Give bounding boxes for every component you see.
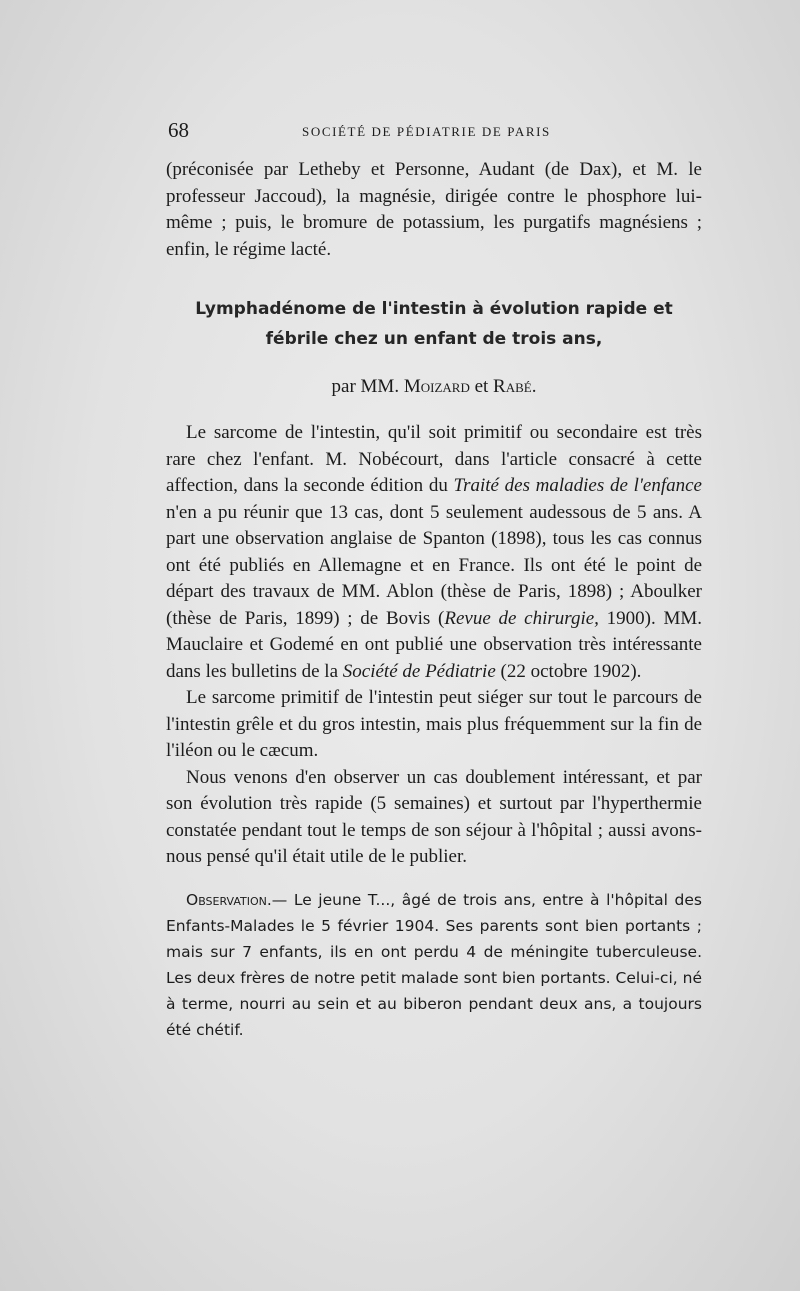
page-body [166,157,702,1043]
article-authors [166,374,702,400]
body-paragraph: Nous venons d'en observer un cas doublement intéressant, et par son évolution très rapide (5 semaines) et surtout par l'hyperthermie constatée pendant tout le temps de son séjour à l'hôpital ; aussi avons-nous pensé qu'il était utile de le publier. [166,766,702,867]
body-paragraph [166,420,702,685]
intro-paragraph: (préconisée par Letheby et Personne, Audant (de Dax), et M. le professeur Jaccoud), la magnésie, dirigée contre le phosphore lui-même ; puis, le bromure de potassium, les purgatifs magnésiens ; enfin, le régime lacté. [166,159,702,260]
text-run: (22 octobre 1902). [495,660,642,682]
citation-title: Société de Pédiatrie [342,660,496,682]
citation-title: Revue de chirurgie, [444,607,599,629]
text-run: 1900). MM. Mauclaire et Godemé en ont publié une observation très intéressante dans les bulletins de la [166,607,702,682]
text-run: n'en a pu réunir que 13 cas, dont 5 seulement audessous de 5 ans. A part une observation anglaise de Spanton (1898), tous les cas connus ont été publiés en Allemagne et en France. Ils ont été le point de départ des travaux de MM. Ablon (thèse de Paris, 1898) ; Aboulker (thèse de Paris, 1899) ; de Bovis ( [166,501,702,629]
body-paragraph: Le sarcome primitif de l'intestin peut siéger sur tout le parcours de l'intestin grêle et du gros intestin, mais plus fréquemment sur la fin de l'iléon ou le cæcum. [166,687,702,761]
page-header [168,118,704,148]
running-head: SOCIÉTÉ DE PÉDIATRIE DE PARIS [302,124,551,139]
authors-conjunction: et [474,376,489,397]
page-number: 68 [168,118,189,142]
author-name: Moizard [403,376,470,397]
observation-paragraph [166,887,702,1043]
citation-title: Traité des maladies de l'enfance [453,475,702,496]
article-title: Lymphadénome de l'intestin à évolution rapide et fébrile chez un enfant de trois ans, [195,299,673,349]
authors-prefix: par MM. [331,376,400,397]
author-name: Rabé. [493,376,537,397]
text-run: Le sarcome de l'intestin, qu'il soit primitif ou secondaire est très rare chez l'enfant. M. Nobécourt, dans l'article consacré à cette affection, dans la seconde édition du [166,422,702,496]
observation-label: Observation.— [186,890,288,909]
observation-text: Le jeune T..., âgé de trois ans, entre à l'hôpital des Enfants-Malades le 5 février 1904. Ses parents sont bien portants ; mais sur 7 enfants, ils en ont perdu 4 de méningite tuberculeuse. Les deux frères de notre petit malade sont bien portants. Celui-ci, né à terme, nourri au sein et au biberon pendant deux ans, a toujours été chétif. [166,890,702,1039]
